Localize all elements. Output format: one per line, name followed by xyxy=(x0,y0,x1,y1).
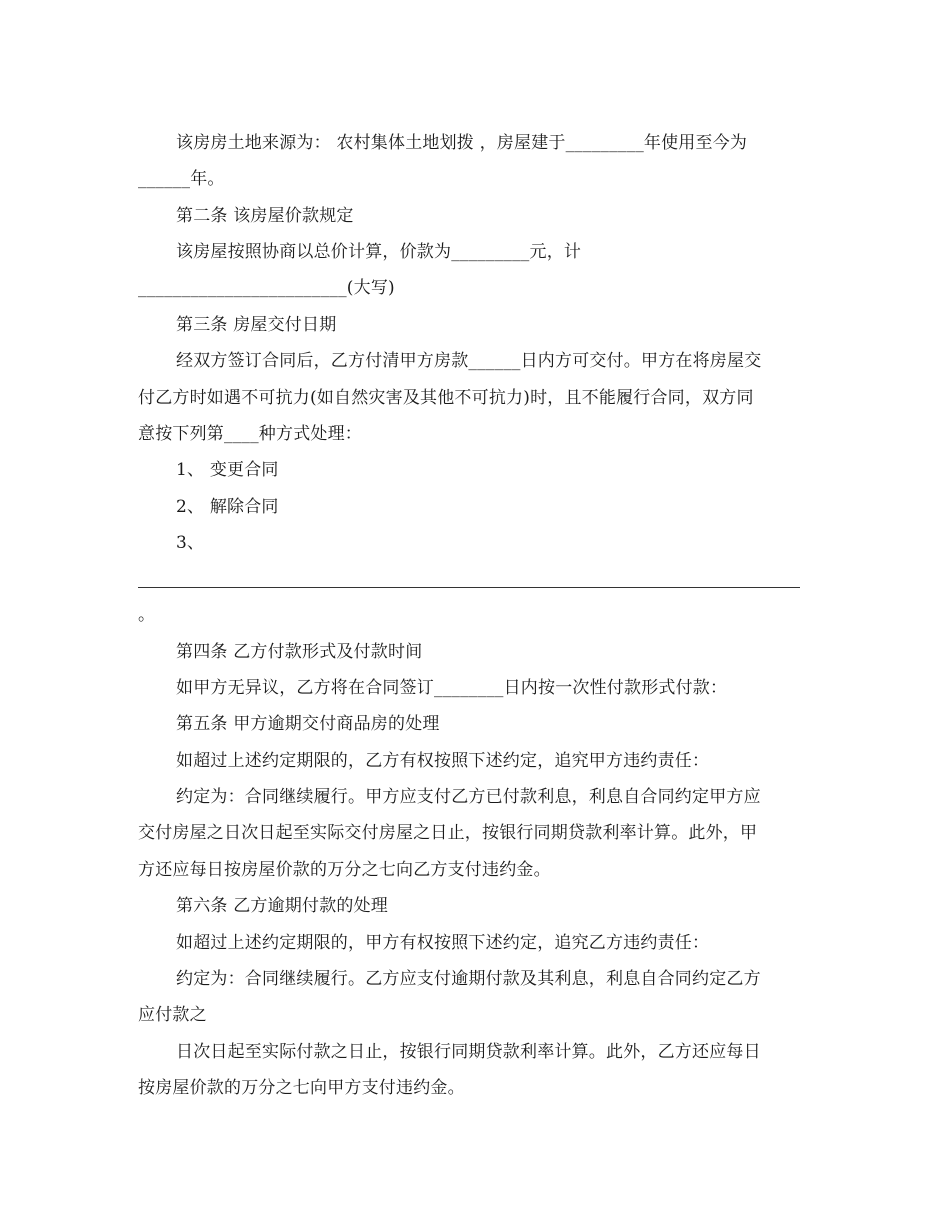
seller-agreement-line-2: 交付房屋之日次日起至实际交付房屋之日止，按银行同期贷款利率计算。此外，甲 xyxy=(138,823,758,843)
article-6-heading: 第六条 乙方逾期付款的处理 xyxy=(176,896,389,916)
buyer-agreement-line-2: 应付款之 xyxy=(138,1005,207,1025)
rule-period: 。 xyxy=(138,605,156,625)
article-3-heading: 第三条 房屋交付日期 xyxy=(176,315,337,335)
option-3: 3、 xyxy=(176,533,205,553)
seller-agreement-line-3: 方还应每日按房屋价款的万分之七向乙方支付违约金。 xyxy=(138,860,551,880)
price-line: 该房屋按照协商以总价计算，价款为_________元，计 xyxy=(176,242,582,262)
delivery-line-3: 意按下列第____种方式处理： xyxy=(138,424,362,444)
buyer-agreement-line-1: 约定为：合同继续履行。乙方应支付逾期付款及其利息，利息自合同约定乙方 xyxy=(176,969,761,989)
price-capital-line: ________________________(大写) xyxy=(138,278,395,298)
article-4-heading: 第四条 乙方付款形式及付款时间 xyxy=(176,642,423,662)
buyer-agreement-line-4: 按房屋价款的万分之七向甲方支付违约金。 xyxy=(138,1078,465,1098)
blank-rule xyxy=(138,587,800,588)
payment-line: 如甲方无异议，乙方将在合同签订________日内按一次性付款形式付款： xyxy=(176,678,728,698)
land-source-line: 该房房土地来源为： 农村集体土地划拨 ，房屋建于_________年使用至今为 xyxy=(176,133,748,153)
delivery-line-2: 付乙方时如遇不可抗力(如自然灾害及其他不可抗力)时，且不能履行合同，双方同 xyxy=(138,388,754,408)
article-5-heading: 第五条 甲方逾期交付商品房的处理 xyxy=(176,714,440,734)
seller-breach-line: 如超过上述约定期限的，乙方有权按照下述约定，追究甲方违约责任： xyxy=(176,751,710,771)
option-2: 2、 解除合同 xyxy=(176,497,279,517)
option-1: 1、 变更合同 xyxy=(176,460,279,480)
buyer-breach-line: 如超过上述约定期限的，甲方有权按照下述约定，追究乙方违约责任： xyxy=(176,933,710,953)
years-used-line: ______年。 xyxy=(138,169,225,189)
buyer-agreement-line-3: 日次日起至实际付款之日止，按银行同期贷款利率计算。此外，乙方还应每日 xyxy=(176,1042,761,1062)
seller-agreement-line-1: 约定为：合同继续履行。甲方应支付乙方已付款利息，利息自合同约定甲方应 xyxy=(176,787,761,807)
delivery-line-1: 经双方签订合同后，乙方付清甲方房款______日内方可交付。甲方在将房屋交 xyxy=(176,351,762,371)
article-2-heading: 第二条 该房屋价款规定 xyxy=(176,206,354,226)
